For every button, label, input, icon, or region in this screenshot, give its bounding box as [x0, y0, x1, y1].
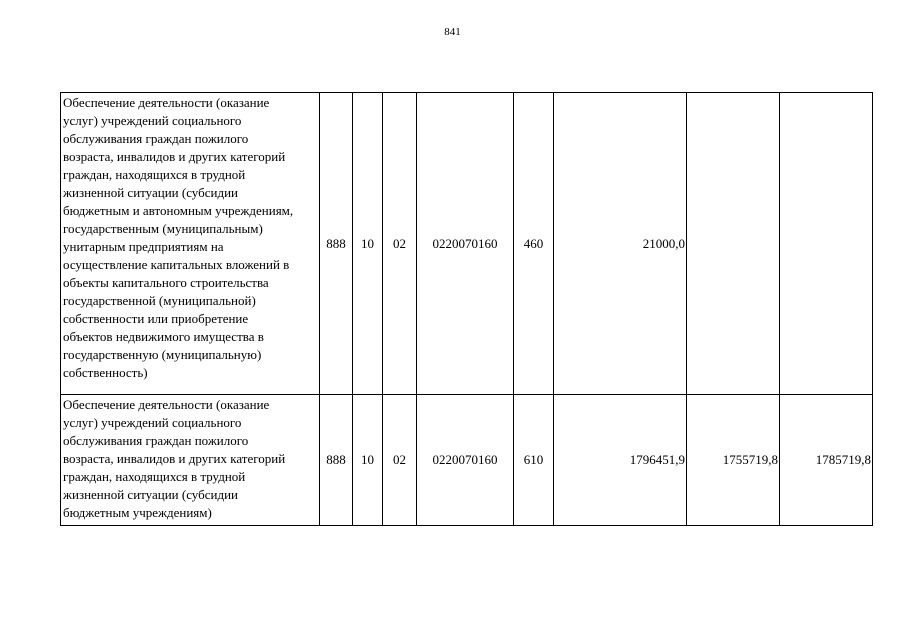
budget-table [60, 92, 873, 526]
expense-type-cell: 610 [514, 395, 554, 526]
amount-year1-cell: 21000,0 [554, 93, 687, 395]
row-description: Обеспечение деятельности (оказание услуг) учреждений социального обслуживания граждан пожилого возраста, инвалидов и других категорий граждан, находящихся в трудной жизненной ситуации (субсидии бюджетным учреждениям) [61, 395, 320, 526]
page-number: 841 [444, 26, 461, 38]
table-row [61, 93, 873, 395]
target-article-cell: 0220070160 [417, 93, 514, 395]
ministry-code-cell: 888 [320, 395, 353, 526]
amount-year1-cell: 1796451,9 [554, 395, 687, 526]
section-code-cell: 10 [353, 93, 383, 395]
expense-type-cell: 460 [514, 93, 554, 395]
amount-year3-cell: 1785719,8 [780, 395, 873, 526]
ministry-code-cell: 888 [320, 93, 353, 395]
subsection-code-cell: 02 [383, 395, 417, 526]
section-code-cell: 10 [353, 395, 383, 526]
amount-year2-cell [687, 93, 780, 395]
row-description: Обеспечение деятельности (оказание услуг) учреждений социального обслуживания граждан пожилого возраста, инвалидов и других категорий граждан, находящихся в трудной жизненной ситуации (субсидии бюджетным и автономным учреждениям, государственным (муниципальным) унитарным предприятиям на осуществление капитальных вложений в объекты капитального строительства государственной (муниципальной) собственности или приобретение объектов недвижимого имущества в государственную (муниципальную) собственность) [61, 93, 320, 395]
amount-year2-cell: 1755719,8 [687, 395, 780, 526]
table-row [61, 395, 873, 526]
target-article-cell: 0220070160 [417, 395, 514, 526]
amount-year3-cell [780, 93, 873, 395]
subsection-code-cell: 02 [383, 93, 417, 395]
